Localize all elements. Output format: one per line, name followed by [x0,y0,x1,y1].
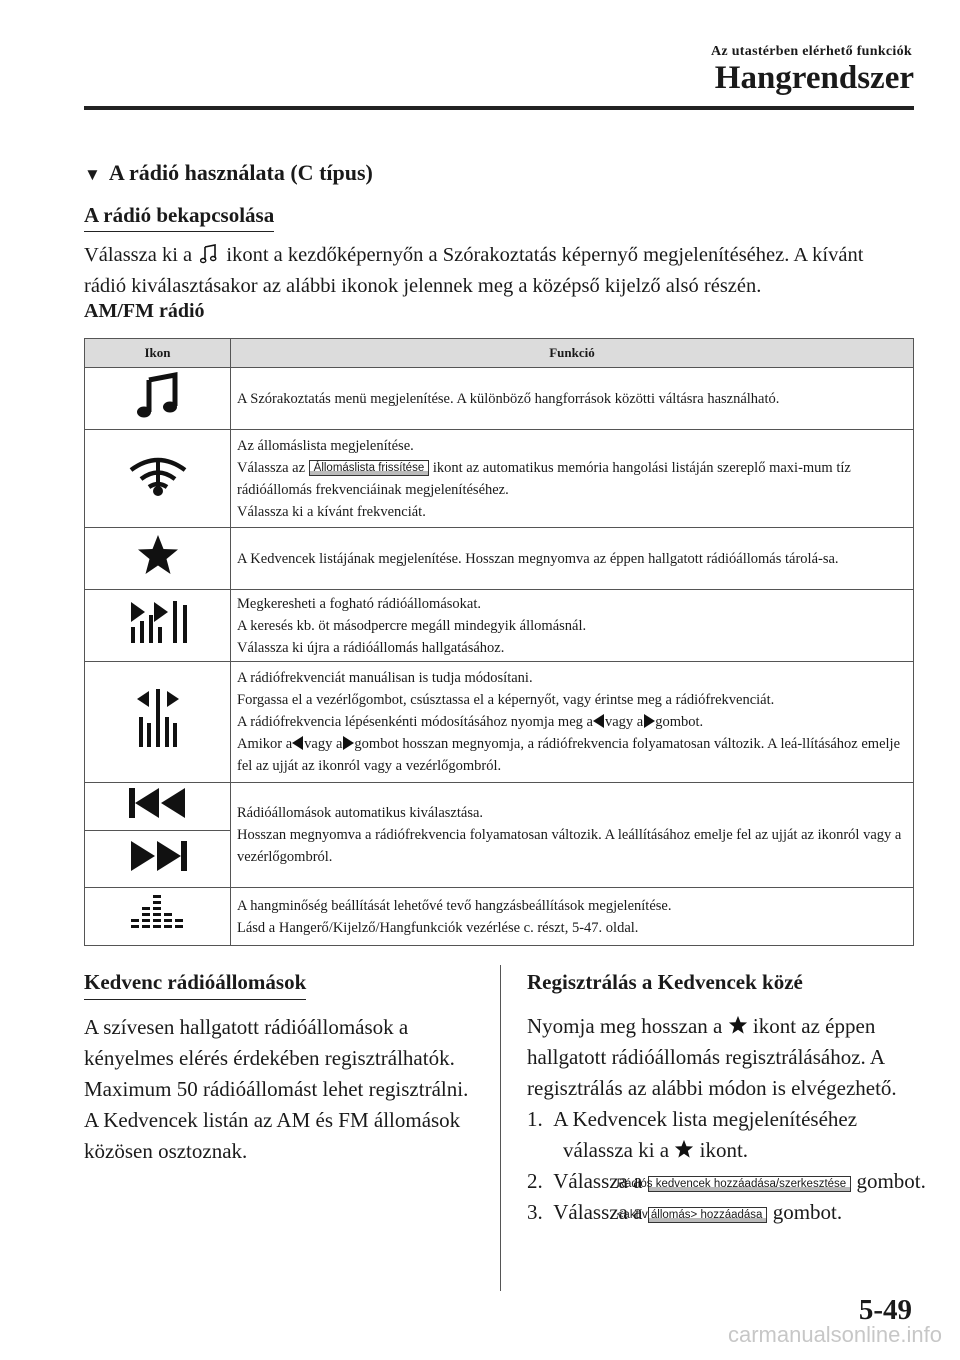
right-arrow-icon [342,736,354,750]
icon-cell [85,831,231,888]
function-cell [231,888,914,946]
add-edit-favorites-button[interactable]: Rádiós kedvencek hozzáadása/szerkesztése [648,1176,852,1192]
table-row [85,662,914,783]
manual-tune-icon [131,689,185,749]
manual-line-3c: gombot. [655,714,704,730]
icon-cell [85,430,231,528]
function-table [84,338,914,946]
star-icon [136,533,180,577]
page-title: Hangrendszer [714,60,914,96]
icon-cell [85,368,231,430]
subtitle: A rádió bekapcsolása [84,203,274,232]
seek-line-2: Hosszan megnyomva a rádiófrekvencia folyamatosan változik. A leállításához emelje fel az ujját az ikonról vagy a vezérlőgombról. [237,827,902,865]
manual-line-1: A rádiófrekvenciát manuálisan is tudja módosítani. [237,670,533,686]
list-line-3: Válassza ki a kívánt frekvenciát. [237,503,426,520]
favorites-title: Kedvenc rádióállomások [84,970,306,1000]
star-icon [728,1015,748,1035]
function-cell [231,430,914,528]
register-title: Regisztrálás a Kedvencek közé [527,970,803,994]
header-rule [84,106,914,110]
intro-paragraph [84,240,884,302]
manual-line-4b: vagy a [304,736,343,752]
table-row [85,430,914,528]
function-cell [231,783,914,888]
step-3a: Válassza a [553,1200,643,1224]
function-cell: A Szórakoztatás menü megjelenítése. A különböző hangforrások közötti váltásra használható. [231,368,914,430]
favorites-section [84,970,474,1167]
eq-line-1: A hangminőség beállítását lehetővé tevő hangzásbeállítások megjelenítése. [237,897,672,914]
icon-cell [85,590,231,662]
column-divider [500,965,501,1291]
radio-list-icon [123,450,193,500]
list-item [527,1104,927,1166]
list-line-2b: ikont az automatikus memória hangolási listáján szereplő maxi-mum tíz rádióállomás frekvenciáinak megjelenítéséhez. [237,459,851,498]
seek-previous-icon [125,785,191,821]
seek-next-icon [125,838,191,874]
scan-line-1: Megkeresheti a fogható rádióállomásokat. [237,595,482,612]
icon-cell [85,662,231,783]
scan-icon [125,597,191,647]
manual-line-3a: A rádiófrekvencia lépésenkénti módosításához nyomja meg a [237,714,593,730]
left-arrow-icon [292,736,304,750]
list-line-2a: Válassza az [237,459,306,476]
function-cell [231,662,914,783]
step-3b: gombot. [772,1200,843,1224]
favorites-text: A szívesen hallgatott rádióállomások a kényelmes elérés érdekében regisztrálhatók. Maximum 50 rádióállomást lehet regisztrálni. A Kedvencek listán az AM és FM állomások közösen osztoznak. [84,1015,469,1163]
step-2b: gombot. [856,1169,926,1193]
right-arrow-icon [643,714,655,728]
amfm-title: AM/FM rádió [84,300,205,322]
step-2a: Válassza a [553,1169,643,1193]
table-header-row [85,339,914,368]
col-icon-header: Ikon [85,339,231,368]
icon-cell [85,888,231,946]
table-row [85,590,914,662]
section-title-text: A rádió használata (C típus) [108,160,373,185]
manual-line-2: Forgassa el a vezérlőgombot, csúsztassa el a képernyőt, vagy érintse meg a rádiófrekvenciát. [237,692,775,708]
scan-line-2: A keresés kb. öt másodpercre megáll mindegyik állomásnál. [237,617,587,634]
section-title [84,160,373,186]
col-function-header: Funkció [231,339,914,368]
step-number: 1. [527,1107,543,1131]
seek-line-1: Rádióállomások automatikus kiválasztása. [237,805,484,821]
table-row [85,783,914,831]
station-list-refresh-button[interactable]: Állomáslista frissítése [309,460,430,476]
manual-line-4c: gombot hosszan megnyomja, a rádiófrekvencia folyamatosan változik. A leá-llításához emelje fel az ujját az ikonról vagy a vezérlőgombról. [237,736,901,774]
equalizer-icon [128,893,188,933]
scan-line-3: Válassza ki újra a rádióállomás hallgatásához. [237,639,505,656]
step-1a: A Kedvencek lista megjelenítéséhez válassza ki a [553,1107,858,1162]
table-row [85,368,914,430]
music-note-icon [133,370,183,420]
manual-line-3 [237,711,907,733]
step-1b: ikont. [699,1138,749,1162]
icon-cell [85,528,231,590]
list-line-1: Az állomáslista megjelenítése. [237,437,414,454]
page-number: 5-49 [858,1294,912,1326]
triangle-icon: ▼ [84,165,101,184]
list-line-2 [237,457,907,501]
intro-part1: Válassza ki a [84,244,193,266]
register-text [527,1011,927,1104]
register-section [527,970,927,1228]
manual-line-4a: Amikor a [237,736,293,752]
intro-part2: ikont a kezdőképernyőn a Szórakoztatás képernyő megjelenítéséhez. A kívánt rádió kiválasztásakor az alábbi ikonok jelennek meg a középső kijelző alsó részén. [84,244,864,297]
eq-line-2: Lásd a Hangerő/Kijelző/Hangfunkciók vezérlése c. részt, 5-47. oldal. [237,919,639,936]
left-arrow-icon [593,714,605,728]
register-p1a: Nyomja meg hosszan a [527,1014,723,1038]
watermark: carmanualsonline.info [727,1322,942,1347]
manual-line-3b: vagy a [604,714,644,730]
function-cell: A Kedvencek listájának megjelenítése. Hosszan megnyomva az éppen hallgatott rádióállomás tárolá-sa. [231,528,914,590]
function-cell [231,590,914,662]
manual-line-4 [237,733,907,777]
add-active-station-button[interactable]: <aktív állomás> hozzáadása [648,1207,768,1223]
music-note-icon [200,244,218,264]
list-item [527,1166,927,1197]
list-item [527,1197,927,1228]
table-row [85,888,914,946]
table-row [85,528,914,590]
chapter-header: Az utastérben elérhető funkciók [711,44,912,59]
icon-cell [85,783,231,831]
step-number: 3. [527,1200,543,1224]
register-p1b: ikont az éppen hallgatott rádióállomás regisztrálásához. A regisztrálás az alábbi módon is elvégezhető. [527,1014,897,1100]
star-icon [674,1139,694,1159]
step-number: 2. [527,1169,543,1193]
